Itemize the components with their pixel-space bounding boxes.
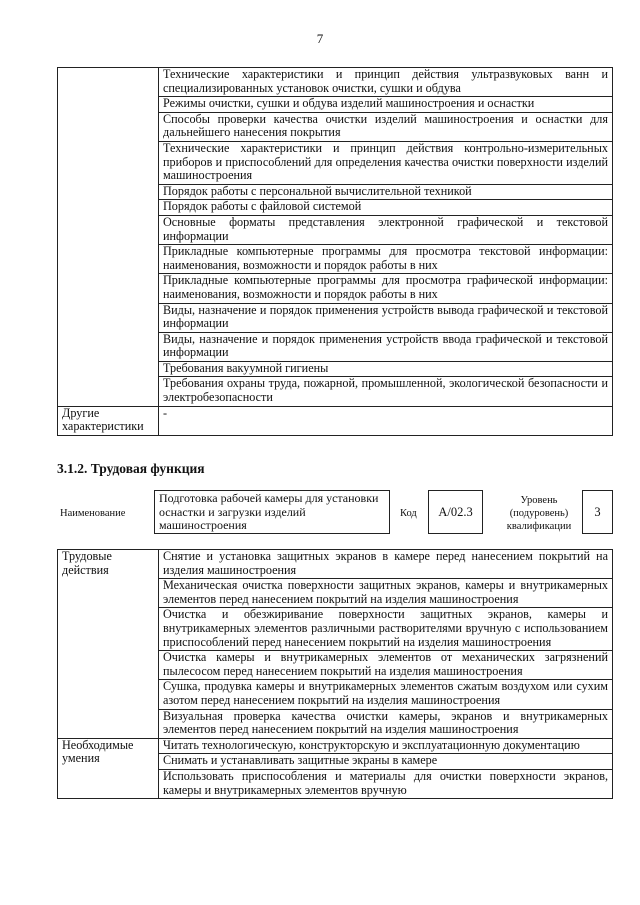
table-cell: Механическая очистка поверхности защитных экранов, камеры и внутрикамерных элементов перед нанесением покрытий на изделия машиностроения	[159, 579, 613, 608]
function-code-label: Код	[400, 508, 417, 519]
page-number: 7	[316, 31, 324, 46]
table-cell: Визуальная проверка качества очистки камеры, экранов и внутрикамерных элементов перед нанесением покрытий на изделия машиностроения	[159, 709, 613, 738]
table-row	[58, 406, 613, 435]
table-cell: Виды, назначение и порядок применения устройств вывода графической и текстовой информации	[159, 303, 613, 332]
knowledge-table	[57, 67, 613, 436]
table-cell: Прикладные компьютерные программы для просмотра графической информации: наименования, возможности и порядок работы в них	[159, 274, 613, 303]
table-cell: Технические характеристики и принцип действия контрольно-измерительных приборов и приспособлений для определения качества очистки поверхности изделий машиностроения	[159, 141, 613, 184]
table-row	[58, 68, 613, 97]
labor-actions-table	[57, 549, 613, 799]
table-cell: Требования охраны труда, пожарной, промышленной, экологической безопасности и электробезопасности	[159, 377, 613, 406]
table-cell: Основные форматы представления электронной графической и текстовой информации	[159, 215, 613, 244]
table-cell: Порядок работы с персональной вычислительной техникой	[159, 184, 613, 200]
table-cell: Прикладные компьютерные программы для просмотра текстовой информации: наименования, возможности и порядок работы в них	[159, 245, 613, 274]
function-name-value: Подготовка рабочей камеры для установки оснастки и загрузки изделий машиностроения	[154, 490, 390, 534]
table-cell: Очистка камеры и внутрикамерных элементов от механических загрязнений пылесосом перед нанесением покрытий на изделия машиностроения	[159, 651, 613, 680]
labor-actions-label: Трудовые действия	[58, 550, 159, 739]
qualification-level-value: 3	[582, 490, 613, 534]
other-characteristics-value: -	[159, 406, 613, 435]
table-cell: Технические характеристики и принцип действия ультразвуковых ванн и специализированных установок очистки, сушки и обдува	[159, 68, 613, 97]
knowledge-label-cell	[58, 68, 159, 407]
table-cell: Требования вакуумной гигиены	[159, 361, 613, 377]
function-name-label: Наименование	[60, 508, 126, 519]
table-cell: Использовать приспособления и материалы для очистки поверхности экранов, камеры и внутрикамерных элементов вручную	[159, 769, 613, 798]
table-cell: Режимы очистки, сушки и обдува изделий машиностроения и оснастки	[159, 97, 613, 113]
table-cell: Способы проверки качества очистки изделий машиностроения и оснастки для дальнейшего нанесения покрытия	[159, 112, 613, 141]
table-row	[58, 550, 613, 579]
function-code-value: А/02.3	[428, 490, 483, 534]
required-skills-label: Необходимые умения	[58, 738, 159, 798]
other-characteristics-label: Другие характеристики	[58, 406, 159, 435]
table-cell: Снимать и устанавливать защитные экраны в камере	[159, 754, 613, 770]
table-cell: Очистка и обезжиривание поверхности защитных экранов, камеры и внутрикамерных элементов различными растворителями вручную с использованием приспособлений перед нанесением покрытий на изделия машиностроения	[159, 608, 613, 651]
table-cell: Снятие и установка защитных экранов в камере перед нанесением покрытий на изделия машиностроения	[159, 550, 613, 579]
table-row	[58, 738, 613, 754]
table-cell: Читать технологическую, конструкторскую и эксплуатационную документацию	[159, 738, 613, 754]
table-cell: Виды, назначение и порядок применения устройств ввода графической и текстовой информации	[159, 332, 613, 361]
table-cell: Сушка, продувка камеры и внутрикамерных элементов сжатым воздухом или сухим азотом перед нанесением покрытий на изделия машиностроения	[159, 680, 613, 709]
qualification-level-label: Уровень (подуровень) квалификации	[506, 495, 572, 532]
section-heading: 3.1.2. Трудовая функция	[57, 461, 205, 476]
table-cell: Порядок работы с файловой системой	[159, 200, 613, 216]
